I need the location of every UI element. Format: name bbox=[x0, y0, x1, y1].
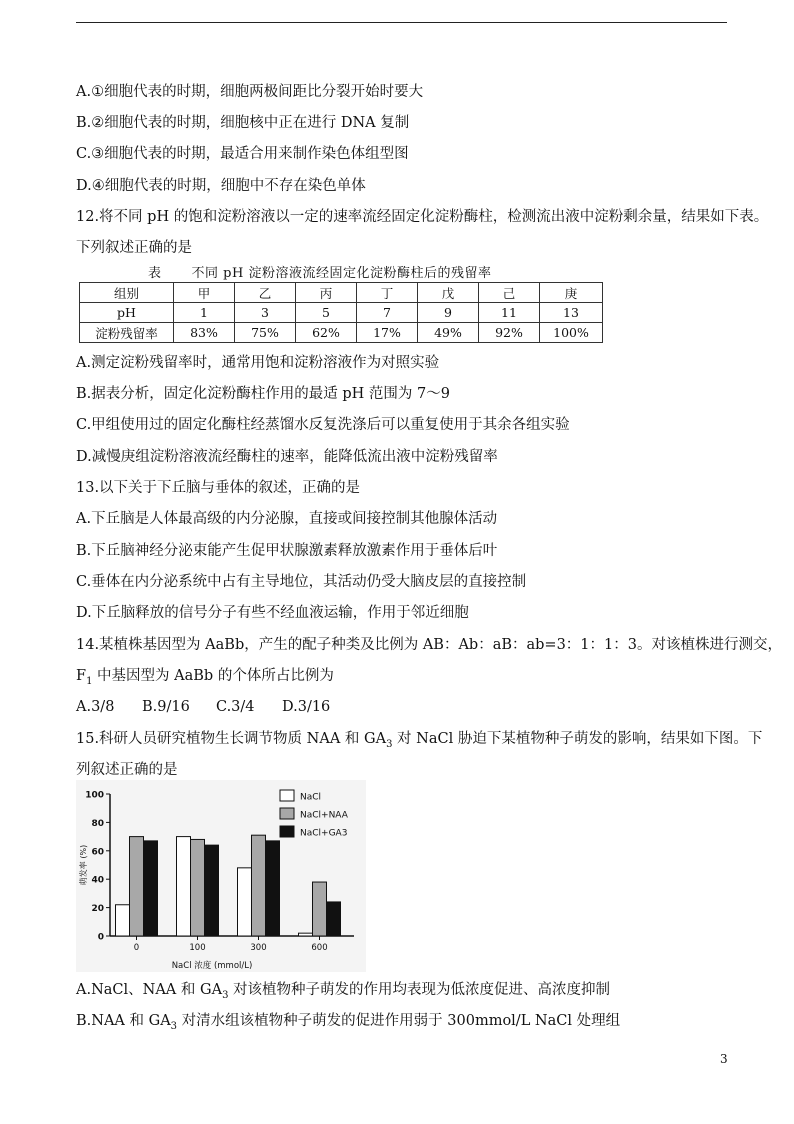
q13-stem: 13.以下关于下丘脑与垂体的叙述，正确的是 bbox=[76, 480, 361, 496]
table-row-ph bbox=[80, 303, 603, 323]
legend-label: NaCl+GA3 bbox=[300, 828, 348, 839]
q15-option-a bbox=[76, 981, 610, 999]
bar-2 bbox=[191, 839, 205, 936]
table-cell: 丁 bbox=[357, 283, 418, 303]
q12-stem-line2: 下列叙述正确的是 bbox=[76, 240, 192, 256]
table-caption-label: 表 bbox=[148, 266, 162, 281]
q11-option-c: C.③细胞代表的时期，最适合用来制作染色体组型图 bbox=[76, 146, 409, 162]
table-cell: 乙 bbox=[235, 283, 296, 303]
table-row-group bbox=[80, 283, 603, 303]
q12-option-d: D.减慢庚组淀粉溶液流经酶柱的速率，能降低流出液中淀粉残留率 bbox=[76, 449, 498, 465]
bar-3 bbox=[327, 902, 341, 936]
legend-label: NaCl bbox=[300, 792, 322, 803]
q15-option-b bbox=[76, 1012, 620, 1030]
table-cell: 7 bbox=[357, 303, 418, 323]
header-rule bbox=[76, 22, 727, 23]
table-row-residual bbox=[80, 323, 603, 343]
q15-option-b-part2: 对清水组该植物种子萌发的促进作用弱于 300mmol/L NaCl 处理组 bbox=[177, 1013, 621, 1029]
legend-swatch bbox=[280, 808, 294, 819]
table-cell: 甲 bbox=[174, 283, 235, 303]
q15-option-a-part2: 对该植物种子萌发的作用均表现为低浓度促进、高浓度抑制 bbox=[228, 982, 611, 998]
legend-label: NaCl+NAA bbox=[300, 810, 348, 821]
q12-stem-line1: 12.将不同 pH 的饱和淀粉溶液以一定的速率流经固定化淀粉酶柱，检测流出液中淀粉剩余量，结果如下表。 bbox=[76, 209, 769, 225]
table-cell: 75% bbox=[235, 323, 296, 343]
table-cell: 1 bbox=[174, 303, 235, 323]
bar-1 bbox=[299, 933, 313, 936]
q13-option-c: C.垂体在内分泌系统中占有主导地位，其活动仍受大脑皮层的直接控制 bbox=[76, 574, 527, 590]
q14-option-b: B.9/16 bbox=[142, 699, 190, 715]
q11-option-d: D.④细胞代表的时期，细胞中不存在染色单体 bbox=[76, 178, 366, 194]
y-tick-label: 60 bbox=[91, 847, 104, 858]
q14-stem-rest: 中基因型为 AaBb 的个体所占比例为 bbox=[92, 668, 334, 684]
bar-1 bbox=[116, 905, 130, 936]
y-axis-label: 萌发率 (%) bbox=[79, 844, 88, 886]
residual-rate-table bbox=[79, 282, 603, 343]
q14-option-c: C.3/4 bbox=[216, 699, 255, 715]
q15-option-a-subscript: 3 bbox=[222, 989, 229, 1001]
legend-swatch bbox=[280, 826, 294, 837]
table-cell: 5 bbox=[296, 303, 357, 323]
q12-option-c: C.甲组使用过的固定化酶柱经蒸馏水反复洗涤后可以重复使用于其余各组实验 bbox=[76, 417, 570, 433]
legend-swatch bbox=[280, 790, 294, 801]
x-tick-label: 0 bbox=[133, 943, 140, 953]
q15-stem-line2: 列叙述正确的是 bbox=[76, 762, 178, 778]
bar-3 bbox=[144, 841, 158, 936]
bar-1 bbox=[238, 868, 252, 936]
table-cell: 92% bbox=[479, 323, 540, 343]
table-cell: 83% bbox=[174, 323, 235, 343]
bar-2 bbox=[313, 882, 327, 936]
q12-option-a: A.测定淀粉残留率时，通常用饱和淀粉溶液作为对照实验 bbox=[76, 355, 440, 371]
q11-option-a: A.①细胞代表的时期，细胞两极间距比分裂开始时要大 bbox=[76, 84, 424, 100]
y-tick-label: 20 bbox=[91, 904, 104, 915]
bar-3 bbox=[266, 841, 280, 936]
table-cell: 组别 bbox=[80, 283, 174, 303]
table-cell: 13 bbox=[540, 303, 603, 323]
table-cell: 丙 bbox=[296, 283, 357, 303]
q14-stem-line1: 14.某植株基因型为 AaBb，产生的配子种类及比例为 AB：Ab：aB：ab=3：1：1：3。对该植株进行测交， bbox=[76, 637, 782, 653]
table-cell: 62% bbox=[296, 323, 357, 343]
q15-stem-line1 bbox=[76, 730, 762, 748]
q15-stem-part1: 15.科研人员研究植物生长调节物质 NAA 和 GA bbox=[76, 731, 387, 747]
q13-option-d: D.下丘脑释放的信号分子有些不经血液运输，作用于邻近细胞 bbox=[76, 605, 469, 621]
bar-2 bbox=[130, 837, 144, 936]
q15-option-a-part1: A.NaCl、NAA 和 GA bbox=[76, 982, 223, 998]
x-tick-label: 600 bbox=[311, 943, 328, 953]
table-cell: 11 bbox=[479, 303, 540, 323]
q12-option-b: B.据表分析，固定化淀粉酶柱作用的最适 pH 范围为 7～9 bbox=[76, 386, 450, 402]
germination-bar-chart bbox=[76, 780, 366, 972]
x-tick-label: 100 bbox=[189, 943, 206, 953]
q13-option-a: A.下丘脑是人体最高级的内分泌腺，直接或间接控制其他腺体活动 bbox=[76, 511, 498, 527]
y-tick-label: 0 bbox=[97, 932, 104, 943]
x-axis-label: NaCl 浓度 (mmol/L) bbox=[171, 961, 253, 971]
table-cell: 庚 bbox=[540, 283, 603, 303]
bar-2 bbox=[252, 835, 266, 936]
table-cell: 9 bbox=[418, 303, 479, 323]
table-cell: 17% bbox=[357, 323, 418, 343]
q13-option-b: B.下丘脑神经分泌束能产生促甲状腺激素释放激素作用于垂体后叶 bbox=[76, 543, 498, 559]
y-tick-label: 100 bbox=[85, 790, 104, 801]
page-number: 3 bbox=[720, 1052, 728, 1066]
bar-1 bbox=[177, 837, 191, 936]
q14-stem-line2 bbox=[76, 667, 334, 685]
table-caption-text: 不同 pH 淀粉溶液流经固定化淀粉酶柱后的残留率 bbox=[191, 266, 492, 281]
table-cell: 戊 bbox=[418, 283, 479, 303]
q15-option-b-subscript: 3 bbox=[170, 1020, 178, 1032]
x-tick-label: 300 bbox=[250, 943, 267, 953]
q15-option-b-part1: B.NAA 和 GA bbox=[76, 1013, 171, 1029]
q14-option-a: A.3/8 bbox=[76, 699, 115, 715]
bar-3 bbox=[205, 845, 219, 936]
table-cell: 己 bbox=[479, 283, 540, 303]
q14-f-subscript: 1 bbox=[86, 675, 93, 687]
y-tick-label: 80 bbox=[91, 818, 104, 829]
y-tick-label: 40 bbox=[91, 875, 104, 886]
q14-option-d: D.3/16 bbox=[282, 699, 331, 715]
q14-f-letter: F bbox=[76, 668, 87, 684]
table-cell: 3 bbox=[235, 303, 296, 323]
q15-stem-subscript: 3 bbox=[386, 738, 393, 750]
table-caption bbox=[148, 262, 491, 281]
q15-stem-part2: 对 NaCl 胁迫下某植物种子萌发的影响，结果如下图。下 bbox=[392, 731, 763, 747]
table-cell: 100% bbox=[540, 323, 603, 343]
q11-option-b: B.②细胞代表的时期，细胞核中正在进行 DNA 复制 bbox=[76, 115, 410, 131]
table-cell: 淀粉残留率 bbox=[80, 323, 174, 343]
table-cell: pH bbox=[80, 303, 174, 323]
table-cell: 49% bbox=[418, 323, 479, 343]
